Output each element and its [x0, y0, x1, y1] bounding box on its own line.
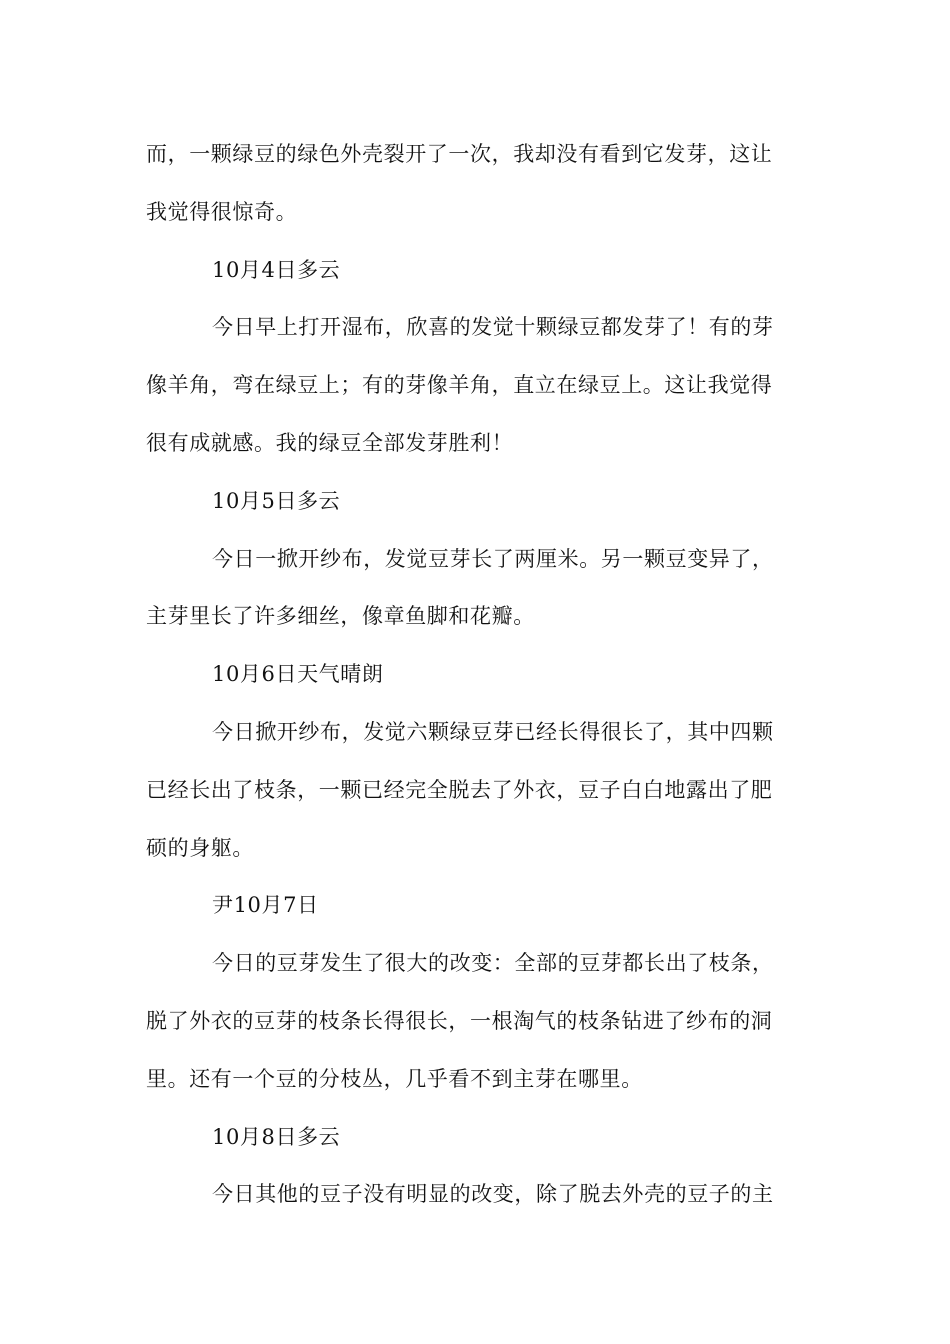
diary-date-heading: 10月5日多云: [212, 488, 341, 513]
paragraph-line: 而，一颗绿豆的绿色外壳裂开了一次，我却没有看到它发芽，这让: [146, 142, 773, 166]
paragraph-line: 今日掀开纱布，发觉六颗绿豆芽已经长得很长了，其中四颗: [212, 719, 774, 744]
paragraph-line: 我觉得很惊奇。: [146, 199, 298, 224]
diary-date-heading: 10月4日多云: [212, 257, 341, 282]
paragraph-line: 今日早上打开湿布，欣喜的发觉十颗绿豆都发芽了！有的芽: [212, 315, 774, 340]
paragraph-line: 今日其他的豆子没有明显的改变，除了脱去外壳的豆子的主: [212, 1182, 774, 1207]
paragraph-line: 已经长出了枝条，一颗已经完全脱去了外衣，豆子白白地露出了肥: [146, 777, 773, 802]
paragraph-line: 硕的身躯。: [146, 835, 254, 860]
diary-date-heading: 10月6日天气晴朗: [212, 662, 384, 687]
paragraph-line: 像羊角，弯在绿豆上；有的芽像羊角，直立在绿豆上。这让我觉得: [146, 373, 773, 398]
paragraph-line: 今日的豆芽发生了很大的改变：全部的豆芽都长出了枝条，: [212, 951, 774, 976]
paragraph-line: 脱了外衣的豆芽的枝条长得很长，一根淘气的枝条钻进了纱布的洞: [146, 1008, 773, 1033]
paragraph-line: 今日一掀开纱布，发觉豆芽长了两厘米。另一颗豆变异了，: [212, 546, 774, 571]
paragraph-line: 里。还有一个豆的分枝丛，几乎看不到主芽在哪里。: [146, 1066, 643, 1091]
diary-date-heading: 10月8日多云: [212, 1124, 341, 1149]
paragraph-line: 主芽里长了许多细丝，像章鱼脚和花瓣。: [146, 604, 535, 629]
diary-date-heading: 尹10月7日: [212, 893, 319, 918]
document-body: [146, 126, 806, 1224]
paragraph-line: 很有成就感。我的绿豆全部发芽胜利！: [146, 430, 514, 455]
